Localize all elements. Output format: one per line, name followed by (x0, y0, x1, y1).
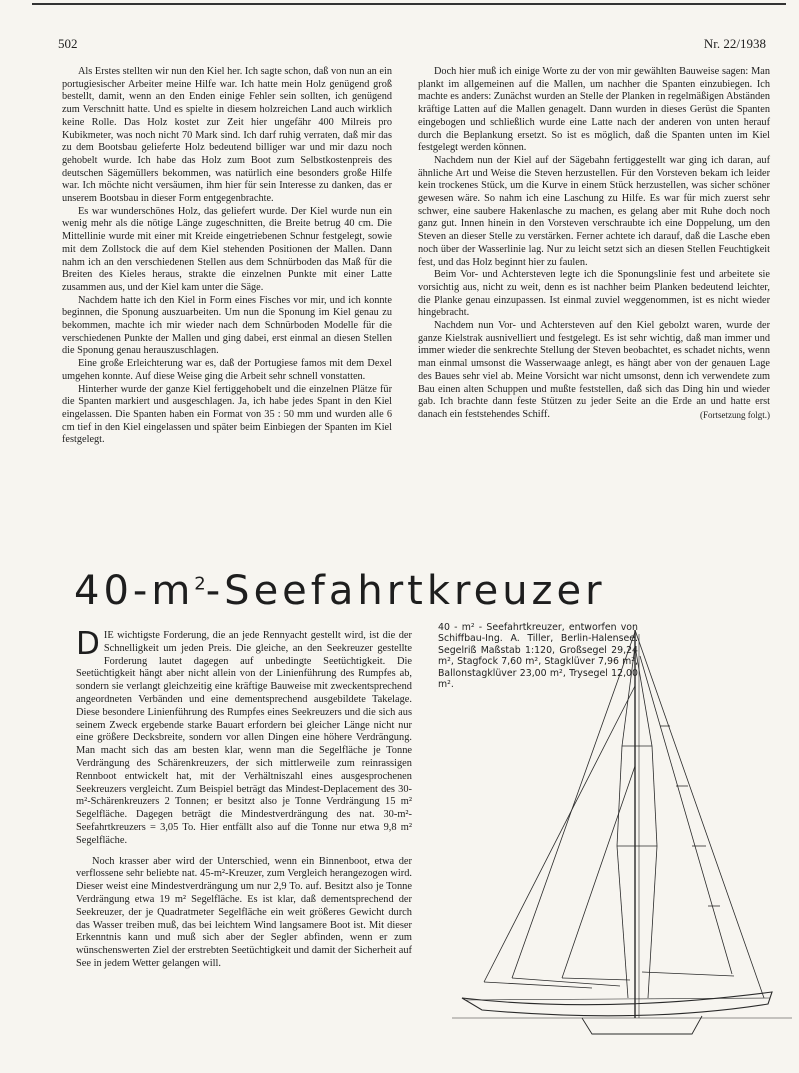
page-number: 502 (58, 36, 78, 51)
paragraph: Noch krasser aber wird der Unterschied, wenn ein Binnenboot, etwa der verflossene sehr beliebte nat. 45-m²-Kreuzer, zum Vergleich herangezogen wird. Dieser weist eine Mindestverdrängung um nur 2,9 To. auf. Besitzt also je Tonne Verdrängung etwa 19 m² Segelfläche. Es ist klar, daß dementsprechend der Seekreuzer, der je Quadratmeter Segelfläche ein weit größeres Gewicht durch das Wasser treiben muß, das bei leichtem Wind langsamere Boot ist. Mit dieser Erkenntnis kann und muß sich aber der Segler abfinden, wenn er zum wünschenswerten Ziel der erstrebten Seetüchtigkeit und damit der Sicherheit auf See in jedem Wetter gelangen will. (76, 855, 412, 969)
issue-number: Nr. 22/1938 (703, 36, 766, 51)
paragraph (76, 626, 412, 848)
paragraph: Es war wunderschönes Holz, das geliefert wurde. Der Kiel wurde nun ein wenig mehr als die nötige Länge zugeschnitten, die Breite betrug 40 cm. Die Mittellinie wurde mit einer mit Kreide eingetriebenen Schnur festgelegt, sowie mit dem Zollstock die auf dem Kiel stehenden Positionen der Mallen. Dann nahm ich an den verschiedenen Stellen aus dem Schnürboden das Maß für die Breiten des Kieles heraus, strakte die einzelnen Punkte mit einer Latte zusammen aus, und der Kiel kam unter die Säge. (62, 205, 392, 293)
paragraph: Doch hier muß ich einige Worte zu der von mir gewählten Bauweise sagen: Man plankt im allgemeinen auf die Mallen, um nachher die Spanten einzubiegen. Ich machte es anders: Zunächst wurden an Stelle der Planken in regelmäßigen Abständen kräftige Latten auf die Mallen genagelt. Dann wurden in dieses Gerüst die Spanten eingebogen und schließlich wurde eine Latte nach der anderen von unten herauf durch die Beplankung ersetzt. So ist es möglich, daß die Spanten unten im Kiel festgelegt werden können. (418, 66, 770, 154)
drop-cap: D (76, 626, 100, 662)
top-rule (32, 3, 786, 5)
paragraph (418, 320, 770, 422)
title-part: -Seefahrtkreuzer (205, 568, 606, 614)
sail-plan-drawing (452, 626, 792, 1040)
paragraph: Nachdem nun der Kiel auf der Sägebahn fertiggestellt war ging ich daran, auf ähnliche Art und Weise die Steven herzustellen. Für den Vorsteven bekam ich leider kein trockenes Stück, um die Kurve in einem Stück herzustellen, was sicher schöner gewesen wäre. So nahm ich eine Laschung zu Hilfe. Es war für mich zuerst sehr schwer, eine saubere Hakenlasche zu machen, es gelang aber mit Ruhe doch noch ganz gut. Innen hinein in den Vorsteven verschraubte ich eine Doppelung, um den Steven an dieser Stelle zu verstärken. Ferner achtete ich darauf, daß die Lasche eben noch über der Wasserlinie lag. Nur zu leicht setzt sich an diesen Stellen Feuchtigkeit fest, und das Holz beginnt hier zu faulen. (418, 154, 770, 268)
paragraph: Als Erstes stellten wir nun den Kiel her. Ich sagte schon, daß von nun an ein portugiesischer Arbeiter meine Hilfe war. Ich hatte mein Holz genügend groß bestellt, damit, wenn an den Enden einige Fehler sein sollten, ich genügend zum Verschnitt hatte. Und es spielte in diesem holzreichen Land auch wirklich keine Rolle. Das Holz kostet zur Zeit hier ungefähr 400 Milreis pro Kubikmeter, was noch nicht 70 Mark sind. Ich darf ruhig verraten, daß mir das zu dem Bootsbau gelieferte Holz bedeutend billiger war und mir dazu noch gehobelt wurde. Ich habe das Holz zum Boot zum Selbstkostenpreis des deutschen Sägemüllers bekommen, was natürlich eine besonders große Hilfe war. Ich möchte nicht versäumen, ihm hier für sein Interesse zu danken, das er unserem Bootsbau in dieser Form entgegenbrachte. (62, 66, 392, 205)
title-superscript: 2 (194, 573, 206, 595)
paragraph: Beim Vor- und Achtersteven legte ich die Sponungslinie fest und arbeitete sie vorsichtig aus, nicht zu weit, denn es ist nachher beim Planken bedeutend leichter, die Planke genau einzupassen. Ist einmal zuviel weggenommen, ist es nicht wieder hingebracht. (418, 269, 770, 319)
paragraph: Nachdem hatte ich den Kiel in Form eines Fisches vor mir, und ich konnte beginnen, die Sponung auszuarbeiten. Um nun die Sponung im Kiel genau zu bekommen, machte ich mir wieder nach dem Schnürboden Modelle für die verschiedenen Punkte der Mallen und ging dabei, erst einmal an diesen Stellen die Sponung genau herauszuschlagen. (62, 294, 392, 357)
title-part: 40-m (74, 568, 195, 614)
column-right (418, 66, 770, 422)
paragraph: Hinterher wurde der ganze Kiel fertiggehobelt und die einzelnen Plätze für die Spanten markiert und ausgeschlagen. Ja, ich habe jedes Spant in den Kiel eingelassen. Die Spanten haben ein Format von 35 : 50 mm und wurden alle 6 cm tief in den Kiel eingelassen und später beim Einbiegen der Spanten im Kiel festgelegt. (62, 383, 392, 446)
paragraph-text: IE wichtigste Forderung, die an jede Rennyacht gestellt wird, ist die der Schnelligkeit um jeden Preis. Die gleiche, an den Seekreuzer gestellte Forderung lautet dagegen auf unbedingte Seetüchtigkeit. Die Seetüchtigkeit hängt aber nicht allein von der Linienführung des Rumpfes ab, sondern sie verlangt gleichzeitig eine kräftige Bauweise mit zweckentsprechend angeordneten Verbänden und eine dementsprechend ausgebildete Takelage. Diese besondere Linienführung des Rumpfes eines Seekreuzers und die sich aus seinem Zweck ergebende starke Bauart erfordern bei gleicher Länge nicht nur eine größere Decksbreite, sondern vor allen Dingen eine höhere Verdrängung. Man macht sich das am besten klar, wenn man die Segelfläche je Tonne Verdrängung des Schärenkreuzers, der sich mittlerweile zum reinrassigen Rennboot entwickelt hat, mit der Verhältniszahl eines ausgesprochenen Seekreuzers vergleicht. Zum Beispiel beträgt das Mindest-Deplacement des 30-m²-Schärenkreuzers 2 Tonnen; er besitzt also je Tonne Verdrängung 15 m² Segelfläche. Dagegen beträgt die Mindestverdrängung des nat. 30-m²-Seefahrtkreuzers = 3,05 To. Hier entfällt also auf die Tonne nur etwa 9,8 m² Segelfläche. (76, 630, 412, 846)
article-title (74, 568, 606, 614)
figure-caption: 40 - m² - Seefahrtkreuzer, entworfen von Schiffbau-Ing. A. Tiller, Berlin-Halensee. Segelriß Maßstab 1:120, Großsegel 29,24 m², Stagfock 7,60 m², Stagklüver 7,96 m², Ballonstagklüver 23,00 m², Trysegel 12,00 m². (438, 622, 638, 691)
paragraph: Eine große Erleichterung war es, daß der Portugiese famos mit dem Dexel umgehen konnte. Auf diese Weise ging die Arbeit sehr schnell vonstatten. (62, 358, 392, 382)
continued-note: (Fortsetzung folgt.) (700, 409, 770, 420)
column-left (62, 66, 392, 447)
paragraph-text: Nachdem nun Vor- und Achtersteven auf den Kiel gebolzt waren, wurde der ganze Kielstrak ausnivelliert und festgelegt. Es ist sehr wichtig, daß man immer und immer wieder die senkrechte Stellung der Steven beobachtet, es schadet nichts, wenn man einmal umsonst die Wasserwaage anlegt, es hängt aber von der genauen Lage des Baues sehr viel ab. Meine Vorsicht war nicht umsonst, denn ich verwendete zum Bau einen alten Schuppen und mußte feststellen, daß sich das Ding hin und wieder gab. Ich brachte dann feste Stützen zu jeder Seite an die Erde an und hatte erst danach ein feststehendes Schiff. (418, 320, 770, 420)
article-body (76, 626, 412, 971)
